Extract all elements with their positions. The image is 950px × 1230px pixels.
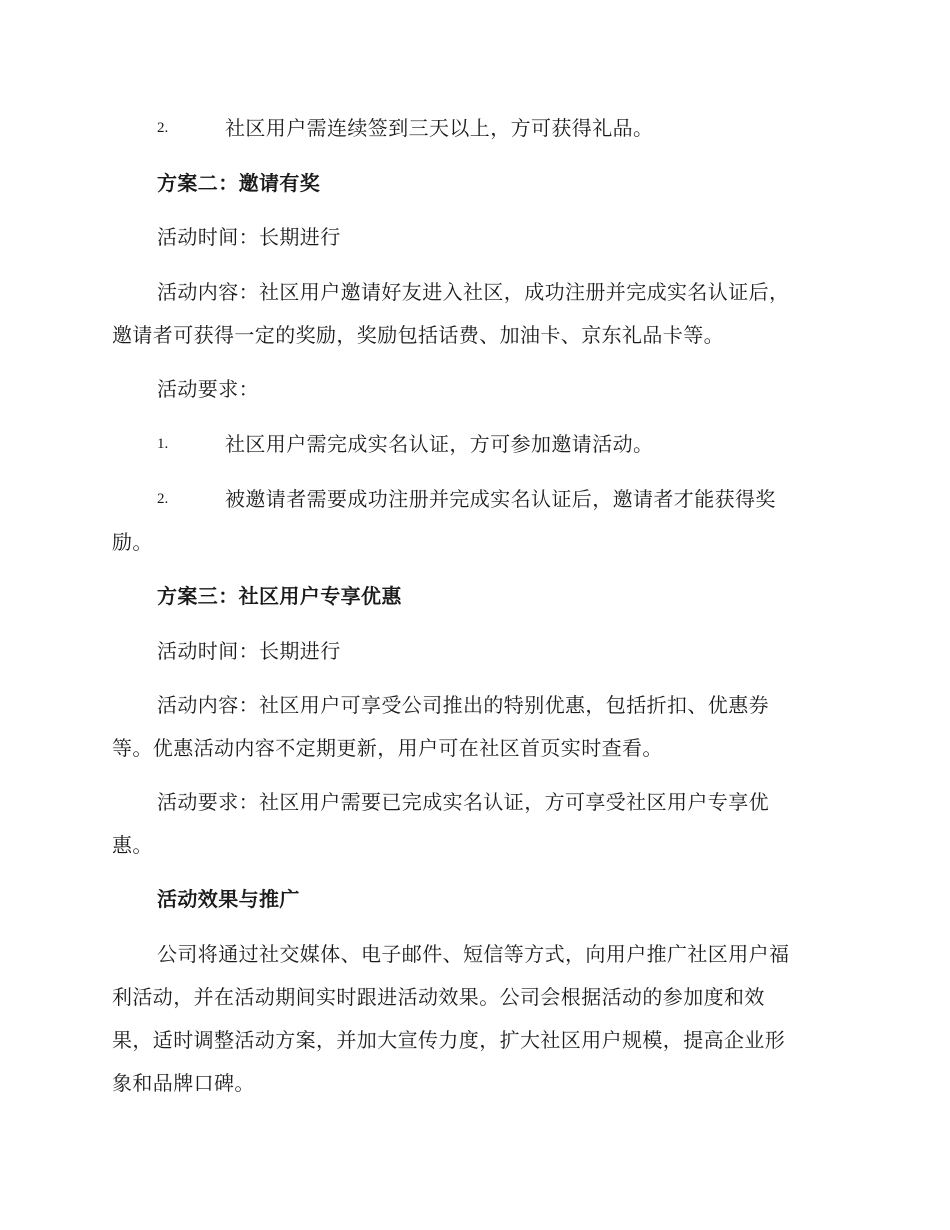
section-heading: 方案二：邀请有奖	[157, 171, 321, 195]
paragraph-line: 等。优惠活动内容不定期更新，用户可在社区首页实时查看。	[112, 736, 663, 760]
paragraph-line: 果，适时调整活动方案，并加大宣传力度，扩大社区用户规模，提高企业形	[112, 1028, 786, 1052]
paragraph-line: 利活动，并在活动期间实时跟进活动效果。公司会根据活动的参加度和效	[112, 985, 765, 1009]
list-item-text: 被邀请者需要成功注册并完成实名认证后，邀请者才能获得奖	[225, 487, 776, 511]
paragraph-line: 活动要求：	[157, 377, 259, 401]
paragraph-line: 象和品牌口碑。	[112, 1071, 255, 1095]
paragraph-line: 惠。	[112, 833, 153, 857]
list-item-text: 社区用户需完成实名认证，方可参加邀请活动。	[225, 432, 654, 456]
list-number: 2.	[157, 120, 169, 136]
list-number: 1.	[157, 436, 169, 452]
paragraph-line: 活动要求：社区用户需要已完成实名认证，方可享受社区用户专享优	[157, 790, 769, 814]
section-heading: 方案三：社区用户专享优惠	[157, 584, 402, 608]
paragraph-line: 公司将通过社交媒体、电子邮件、短信等方式，向用户推广社区用户福	[157, 942, 790, 966]
list-item-text: 社区用户需连续签到三天以上，方可获得礼品。	[225, 116, 654, 140]
section-heading: 活动效果与推广	[157, 887, 300, 911]
paragraph-line: 活动时间：长期进行	[157, 639, 341, 663]
paragraph-line: 活动内容：社区用户可享受公司推出的特别优惠，包括折扣、优惠券	[157, 693, 769, 717]
list-item-text: 励。	[112, 530, 153, 554]
list-number: 2.	[157, 491, 169, 507]
paragraph-line: 邀请者可获得一定的奖励，奖励包括话费、加油卡、京东礼品卡等。	[112, 323, 724, 347]
paragraph-line: 活动时间：长期进行	[157, 225, 341, 249]
paragraph-line: 活动内容：社区用户邀请好友进入社区，成功注册并完成实名认证后，	[157, 280, 790, 304]
